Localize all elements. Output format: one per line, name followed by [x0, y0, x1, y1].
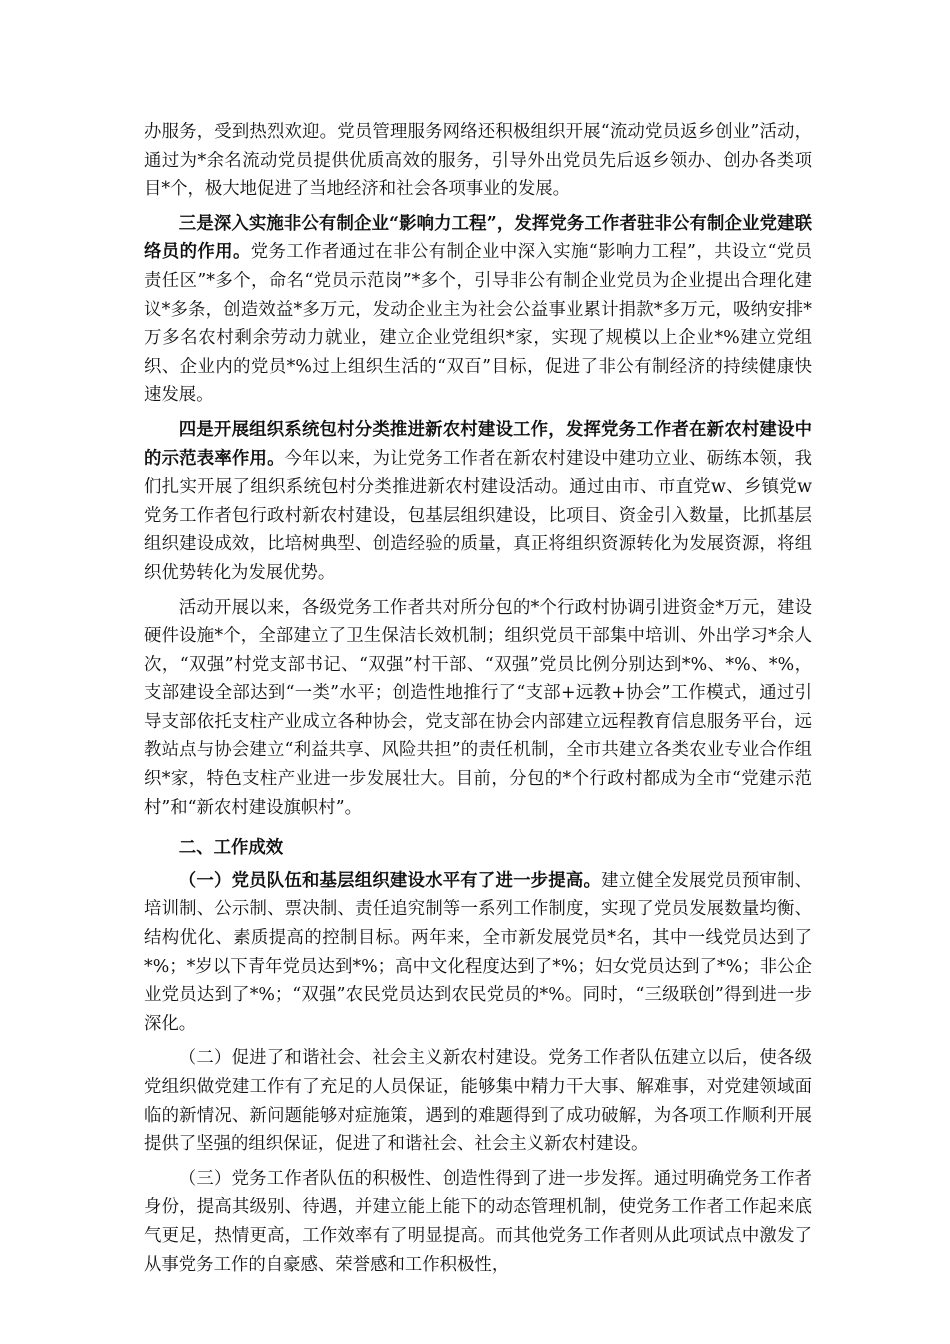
document-page — [144, 118, 812, 1279]
paragraph-enterprise-influence — [144, 210, 812, 410]
paragraph-lead: 四是开展组织系统包村分类推进新农村建设工作，发挥党务工作者在新农村建设中的示范表率作用。 — [144, 419, 812, 469]
paragraph-text: 建立健全发展党员预审制、培训制、公示制、票决制、责任追究制等一系列工作制度，实现了党员发展数量均衡、结构优化、素质提高的控制目标。两年来，全市新发展党员*名，其中一线党员达到了*%；*岁以下青年党员达到*%；高中文化程度达到了*%；妇女党员达到了*%；非公企业党员达到了*%；“双强”农民党员达到农民党员的*%。同时，“三级联创”得到进一步深化。 — [144, 870, 812, 1034]
paragraph-continuation — [144, 118, 812, 204]
paragraph-text: 办服务，受到热烈欢迎。党员管理服务网络还积极组织开展“流动党员返乡创业”活动，通过为*余名流动党员提供优质高效的服务，引导外出党员先后返乡领办、创办各类项目*个，极大地促进了当地经济和社会各项事业的发展。 — [144, 122, 812, 200]
paragraph-text: 活动开展以来，各级党务工作者共对所分包的*个行政村协调引进资金*万元，建设硬件设施*个，全部建立了卫生保洁长效机制；组织党员干部集中培训、外出学习*余人次，“双强”村党支部书记、“双强”村干部、“双强”党员比例分别达到*%、*%、*%，支部建设全部达到“一类”水平；创造性地推行了“支部+远教+协会”工作模式，通过引导支部依托支柱产业成立各种协会，党支部在协会内部建立远程教育信息服务平台，远教站点与协会建立“利益共享、风险共担”的责任机制，全市共建立各类农业专业合作组织*家，特色支柱产业进一步发展壮大。目前，分包的*个行政村都成为全市“党建示范村”和“新农村建设旗帜村”。 — [144, 597, 812, 818]
section-heading: 二、工作成效 — [178, 838, 284, 859]
paragraph-result-3 — [144, 1165, 812, 1279]
paragraph-activity-results — [144, 594, 812, 823]
paragraph-text: （二）促进了和谐社会、社会主义新农村建设。党务工作者队伍建立以后，使各级党组织做党建工作有了充足的人员保证，能够集中精力干大事、解难事，对党建领域面临的新情况、新问题能够对症施策，遇到的难题得到了成功破解，为各项工作顺利开展提供了坚强的组织保证，促进了和谐社会、社会主义新农村建设。 — [144, 1048, 812, 1155]
paragraph-text: （三）党务工作者队伍的积极性、创造性得到了进一步发挥。通过明确党务工作者身份，提高其级别、待遇，并建立能上能下的动态管理机制，使党务工作者工作起来底气更足，热情更高，工作效率有了明显提高。而其他党务工作者则从此项试点中激发了从事党务工作的自豪感、荣誉感和工作积极性， — [144, 1168, 812, 1275]
paragraph-text: 党务工作者通过在非公有制企业中深入实施“影响力工程”，共设立“党员责任区”*多个，命名“党员示范岗”*多个，引导非公有制企业党员为企业提出合理化建议*多条，创造效益*多万元，发动企业主为社会公益事业累计捐款*多万元，吸纳安排*万多名农村剩余劳动力就业，建立企业党组织*家，实现了规模以上企业*%建立党组织、企业内的党员*%过上组织生活的“双百”目标，促进了非公有制经济的持续健康快速发展。 — [144, 242, 812, 406]
paragraph-result-2 — [144, 1044, 812, 1158]
paragraph-lead: 三是深入实施非公有制企业“影响力工程”，发挥党务工作者驻非公有制企业党建联络员的作用。 — [144, 213, 812, 263]
paragraph-lead: （一）党员队伍和基层组织建设水平有了进一步提高。 — [178, 870, 602, 891]
paragraph-text: 今年以来，为让党务工作者在新农村建设中建功立业、砺练本领，我们扎实开展了组织系统包村分类推进新农村建设活动。通过由市、市直党w、乡镇党w党务工作者包行政村新农村建设，包基层组织建设，比项目、资金引入数量，比抓基层组织建设成效，比培树典型、创造经验的质量，真正将组织资源转化为发展资源，将组织优势转化为发展优势。 — [144, 448, 812, 583]
paragraph-result-1 — [144, 867, 812, 1039]
paragraph-village-program — [144, 416, 812, 588]
